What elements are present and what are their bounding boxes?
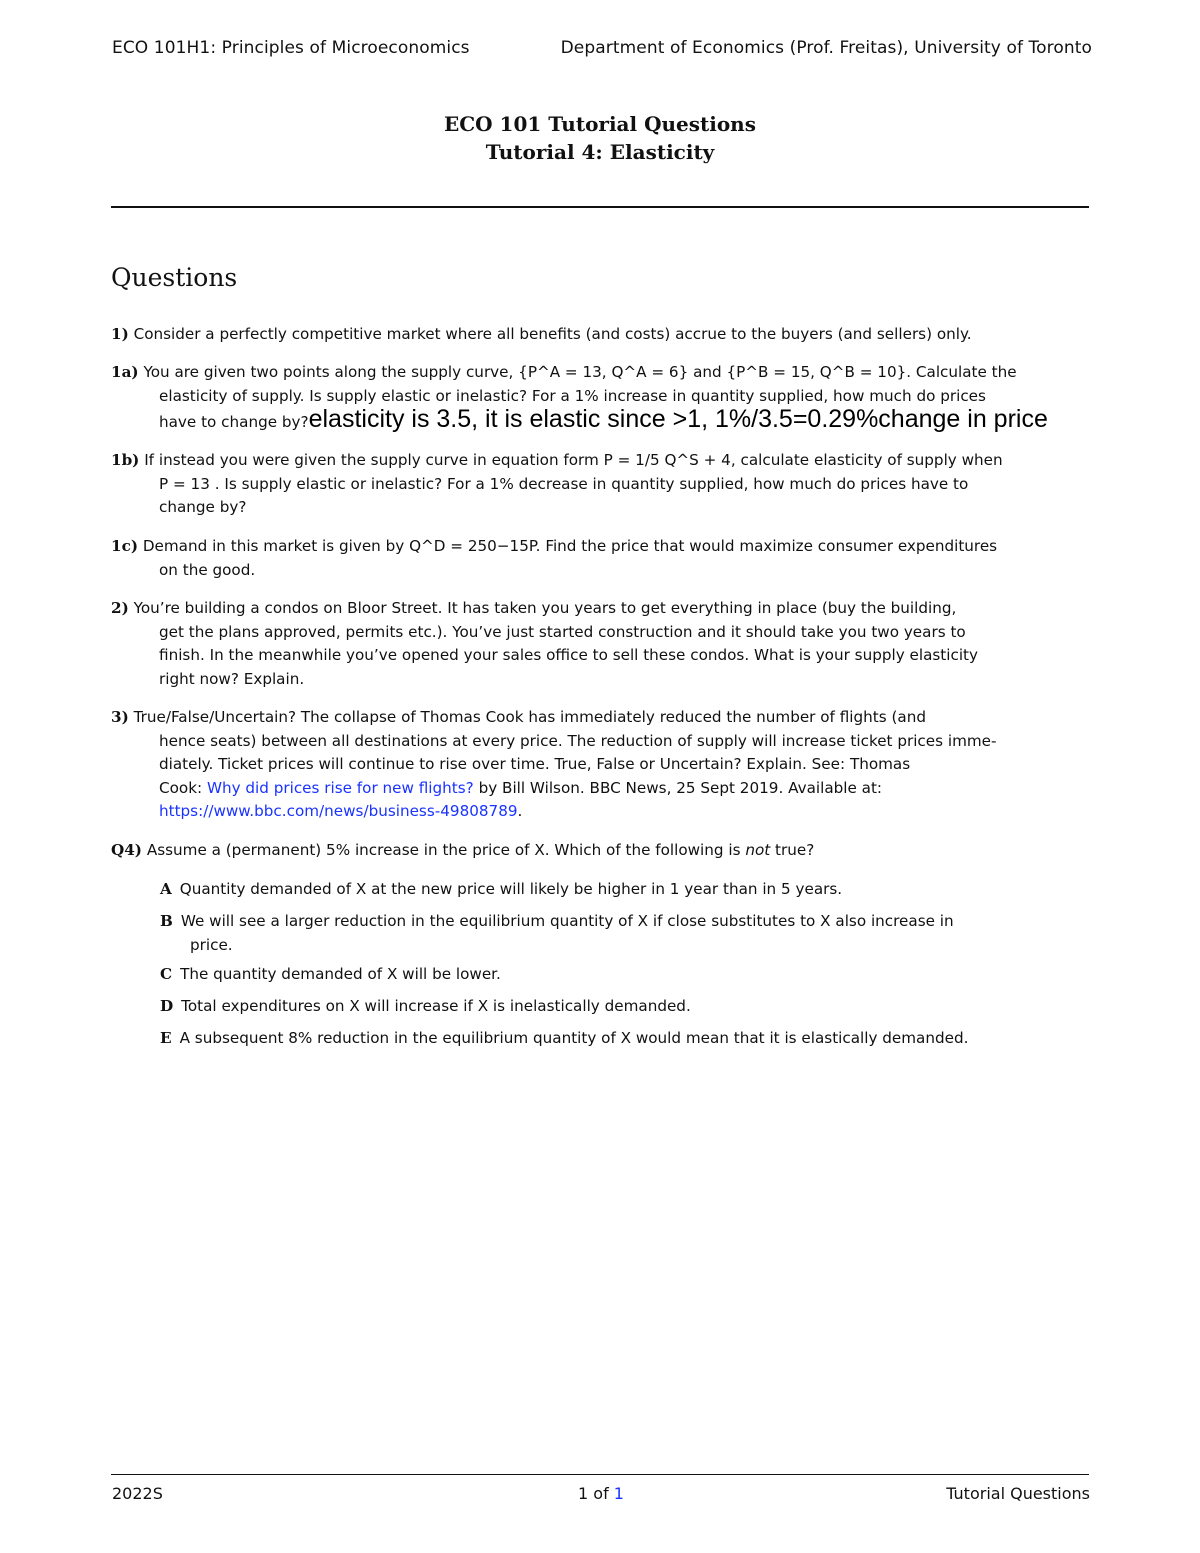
option-letter: D: [160, 997, 174, 1015]
question-text-post: true?: [775, 841, 815, 859]
option-text: A subsequent 8% reduction in the equilibrium quantity of X would mean that it is elastically demanded.: [179, 1029, 969, 1047]
footer-term: 2022S: [112, 1484, 163, 1503]
question-emphasis: not: [745, 841, 771, 859]
option-letter: A: [160, 880, 172, 898]
question-number: 1a): [111, 363, 139, 381]
option-text: Total expenditures on X will increase if X is inelastically demanded.: [181, 997, 691, 1015]
question-line: change by?: [159, 498, 247, 516]
question-line: on the good.: [159, 560, 256, 579]
option-text: Quantity demanded of X at the new price will likely be higher in 1 year than in 5 years.: [179, 880, 843, 898]
question-number: 1c): [111, 537, 139, 555]
question-line: hence seats) between all destinations at every price. The reduction of supply will increase ticket prices imme-: [159, 731, 997, 750]
option-letter: B: [160, 912, 173, 930]
running-header: [112, 38, 1092, 58]
citation-prefix: Cook:: [159, 778, 203, 797]
title-rule: [111, 206, 1089, 208]
option-d: [160, 995, 1090, 1019]
option-a: [160, 878, 1090, 902]
footer-rule: [111, 1474, 1089, 1475]
question-line: get the plans approved, permits etc.). You’ve just started construction and it should take you two years to: [159, 622, 966, 641]
question-4: [111, 839, 1091, 863]
question-number: 1): [111, 325, 129, 343]
question-1b: [111, 449, 1091, 520]
question-number: 3): [111, 708, 129, 726]
option-e: [160, 1027, 1090, 1051]
citation-suffix: by Bill Wilson. BBC News, 25 Sept 2019. Available at:: [478, 778, 883, 797]
footer-label: Tutorial Questions: [946, 1484, 1090, 1503]
question-line: If instead you were given the supply curve in equation form P = 1/5 Q^S + 4, calculate elasticity of supply when: [144, 451, 1003, 469]
option-c: [160, 963, 1090, 987]
question-number: Q4): [111, 841, 142, 859]
question-line: elasticity of supply. Is supply elastic or inelastic? For a 1% increase in quantity supplied, how much do prices: [159, 386, 986, 405]
question-line: Demand in this market is given by Q^D = 250−15P. Find the price that would maximize consumer expenditures: [142, 537, 998, 555]
page-total-link[interactable]: 1: [613, 1484, 624, 1503]
document-title: [0, 110, 1200, 166]
question-line: right now? Explain.: [159, 669, 305, 688]
running-footer: [112, 1484, 1090, 1503]
article-link[interactable]: Why did prices rise for new flights?: [206, 778, 474, 797]
question-1c: [111, 535, 1091, 582]
question-text: Consider a perfectly competitive market where all benefits (and costs) accrue to the buyers (and sellers) only.: [133, 325, 972, 343]
header-course: ECO 101H1: Principles of Microeconomics: [112, 38, 470, 58]
option-text-cont: price.: [190, 935, 233, 954]
page-number-pre: 1 of: [578, 1484, 609, 1503]
question-line: diately. Ticket prices will continue to rise over time. True, False or Uncertain? Explain. See: Thomas: [159, 755, 911, 773]
option-letter: C: [160, 965, 173, 983]
handwritten-answer: elasticity is 3.5, it is elastic since >1, 1%/3.5=0.29%change in price: [308, 405, 1048, 433]
question-line-with-annotation: [111, 405, 1091, 435]
option-letter: E: [160, 1029, 172, 1047]
question-line: [111, 777, 1091, 801]
question-line-text: have to change by?: [159, 413, 309, 431]
question-line: You’re building a condos on Bloor Street. It has taken you years to get everything in place (buy the building,: [133, 599, 957, 617]
question-line: P = 13 . Is supply elastic or inelastic? For a 1% decrease in quantity supplied, how much do prices have to: [159, 474, 969, 493]
question-3: [111, 706, 1091, 824]
section-heading: Questions: [111, 263, 238, 292]
question-text-pre: Assume a (permanent) 5% increase in the price of X. Which of the following is: [146, 841, 741, 859]
question-number: 1b): [111, 451, 140, 469]
question-2: [111, 597, 1091, 691]
url-link[interactable]: https://www.bbc.com/news/business-49808789: [159, 802, 518, 820]
question-1: [111, 323, 1091, 347]
question-line: True/False/Uncertain? The collapse of Thomas Cook has immediately reduced the number of flights (and: [133, 708, 926, 726]
header-department: Department of Economics (Prof. Freitas), University of Toronto: [560, 38, 1092, 58]
page-number: [112, 1484, 1090, 1503]
question-line: You are given two points along the supply curve, {P^A = 13, Q^A = 6} and {P^B = 15, Q^B = 10}. Calculate the: [143, 363, 1017, 381]
title-line-1: ECO 101 Tutorial Questions: [443, 112, 756, 136]
option-text: We will see a larger reduction in the equilibrium quantity of X if close substitutes to X also increase in: [180, 912, 954, 930]
question-1a: [111, 361, 1091, 435]
question-line: [111, 800, 1091, 824]
option-b: [160, 910, 1090, 957]
question-number: 2): [111, 599, 129, 617]
title-line-2: Tutorial 4: Elasticity: [485, 140, 715, 164]
option-text: The quantity demanded of X will be lower.: [180, 965, 501, 983]
question-line: finish. In the meanwhile you’ve opened your sales office to sell these condos. What is your supply elasticity: [159, 646, 978, 664]
url-period: .: [517, 802, 523, 820]
